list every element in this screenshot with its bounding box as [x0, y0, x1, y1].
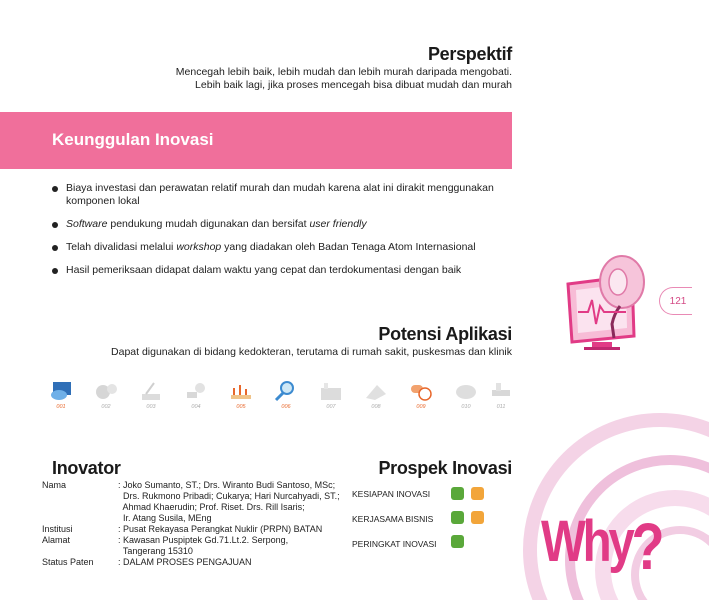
row-key: Status Paten — [42, 557, 94, 567]
row-value: : Pusat Rekayasa Perangkat Nuklir (PRPN) BATAN — [118, 524, 323, 534]
row-key — [42, 546, 118, 557]
app-icon-number: 006 — [281, 404, 291, 410]
item-emphasis: user friendly — [309, 218, 367, 230]
app-icon-number: 002 — [101, 404, 111, 410]
item-text: pendukung mudah digunakan dan bersifat — [107, 218, 310, 230]
item-text: Hasil pemeriksaan didapat dalam waktu yang cepat dan terdokumentasi dengan baik — [66, 264, 462, 276]
pills-icon — [408, 380, 434, 402]
item-emphasis: Software — [66, 218, 108, 230]
app-icon-number: 004 — [191, 404, 201, 410]
app-icon-space — [181, 380, 211, 410]
potensi-title: Potensi Aplikasi — [378, 324, 512, 344]
app-icon-number: 009 — [416, 404, 426, 410]
kesiapan-sun-icon — [471, 487, 484, 500]
keunggulan-banner — [0, 112, 512, 169]
app-icon-number: 008 — [371, 404, 381, 410]
list-item — [52, 241, 512, 254]
kerjasama-handshake-icon — [471, 511, 484, 524]
why-word: Why — [541, 509, 632, 574]
item-emphasis: workshop — [176, 241, 222, 253]
app-icon-number: 011 — [496, 404, 506, 410]
kerjasama-money-icon — [451, 511, 464, 524]
app-icon-number: 010 — [461, 404, 471, 410]
satellite-icon — [183, 380, 209, 402]
app-icon-number: 003 — [146, 404, 156, 410]
list-item — [52, 218, 512, 231]
app-icon-number: 005 — [236, 404, 246, 410]
item-text: Biaya investasi dan perawatan relatif murah dan mudah karena alat ini dirakit menggunakan komponen lokal — [66, 182, 494, 207]
row-value: Tangerang 15310 — [118, 546, 193, 556]
row-value: : DALAM PROSES PENGAJUAN — [118, 557, 252, 567]
keunggulan-list — [52, 182, 512, 287]
row-key — [42, 513, 118, 524]
app-icon-agriculture — [226, 380, 256, 410]
why-question-mark: ? — [631, 509, 662, 583]
app-icon-education — [361, 380, 391, 410]
factory-icon — [318, 380, 344, 402]
item-text: yang diadakan oleh Badan Tenaga Atom Internasional — [221, 241, 476, 253]
prospek-label-kerjasama: KERJASAMA BISNIS — [352, 514, 434, 524]
app-icon-industry — [91, 380, 121, 410]
app-icon-number: 001 — [56, 404, 66, 410]
row-key: Nama — [42, 480, 67, 490]
table-row — [42, 535, 340, 546]
app-icon-number: 007 — [326, 404, 336, 410]
app-icon-research — [271, 380, 301, 410]
item-text: Telah divalidasi melalui — [66, 241, 177, 253]
row-value: : Kawasan Puspiptek Gd.71.Lt.2. Serpong, — [118, 535, 289, 545]
app-icon-construction — [136, 380, 166, 410]
application-icons — [46, 380, 516, 416]
row-key — [42, 491, 118, 502]
kesiapan-gear-icon — [451, 487, 464, 500]
inovator-table — [42, 480, 340, 568]
row-value: : Joko Sumanto, ST.; Drs. Wiranto Budi Santoso, MSc; — [118, 480, 336, 490]
keunggulan-title: Keunggulan Inovasi — [52, 130, 214, 149]
perspektif-line-2: Lebih baik lagi, jika proses mencegah bisa dibuat mudah dan murah — [195, 79, 512, 91]
documents-icon — [363, 380, 389, 402]
cloud-recycle-icon — [453, 380, 479, 402]
perspektif-line-1: Mencegah lebih baik, lebih mudah dan lebih murah daripada mengobati. — [175, 66, 512, 78]
perspektif-title: Perspektif — [427, 44, 512, 64]
app-icon-medical — [46, 380, 76, 410]
peringkat-thumb-icon — [451, 535, 464, 548]
row-value: Ahmad Khaerudin; Prof. Riset. Drs. Rill Isaris; — [118, 502, 305, 512]
table-row — [42, 546, 340, 557]
row-key — [42, 502, 118, 513]
magnifier-icon — [273, 380, 299, 402]
page-number: 121 — [659, 287, 692, 315]
table-row — [42, 480, 340, 491]
row-key: Institusi — [42, 524, 73, 534]
app-icon-manufacturing — [316, 380, 346, 410]
app-icon-pharmacy — [406, 380, 436, 410]
plant-chart-icon — [228, 380, 254, 402]
row-value: Drs. Rukmono Pribadi; Cukarya; Hari Nurcahyadi, ST.; — [118, 491, 340, 501]
inovator-title: Inovator — [52, 458, 121, 478]
perspektif-text — [112, 66, 512, 92]
gears-icon — [93, 380, 119, 402]
table-row — [42, 513, 340, 524]
prospek-label-kesiapan: KESIAPAN INOVASI — [352, 489, 431, 499]
row-key: Alamat — [42, 535, 71, 545]
row-value: Ir. Atang Susila, MEng — [118, 513, 212, 523]
prospek-label-peringkat: PERINGKAT INOVASI — [352, 539, 437, 549]
prospek-title: Prospek Inovasi — [378, 458, 512, 478]
potensi-text: Dapat digunakan di bidang kedokteran, terutama di rumah sakit, puskesmas dan klinik — [111, 346, 512, 358]
table-row — [42, 557, 340, 568]
kidney-monitor-illustration — [562, 254, 662, 354]
pipeline-icon — [488, 380, 514, 402]
list-item — [52, 182, 512, 208]
table-row — [42, 502, 340, 513]
medical-monitor-icon — [48, 380, 74, 402]
app-icon-energy — [486, 380, 516, 410]
table-row — [42, 524, 340, 535]
app-icon-environment — [451, 380, 481, 410]
why-logo — [541, 508, 661, 584]
construction-icon — [138, 380, 164, 402]
table-row — [42, 491, 340, 502]
list-item — [52, 264, 512, 277]
